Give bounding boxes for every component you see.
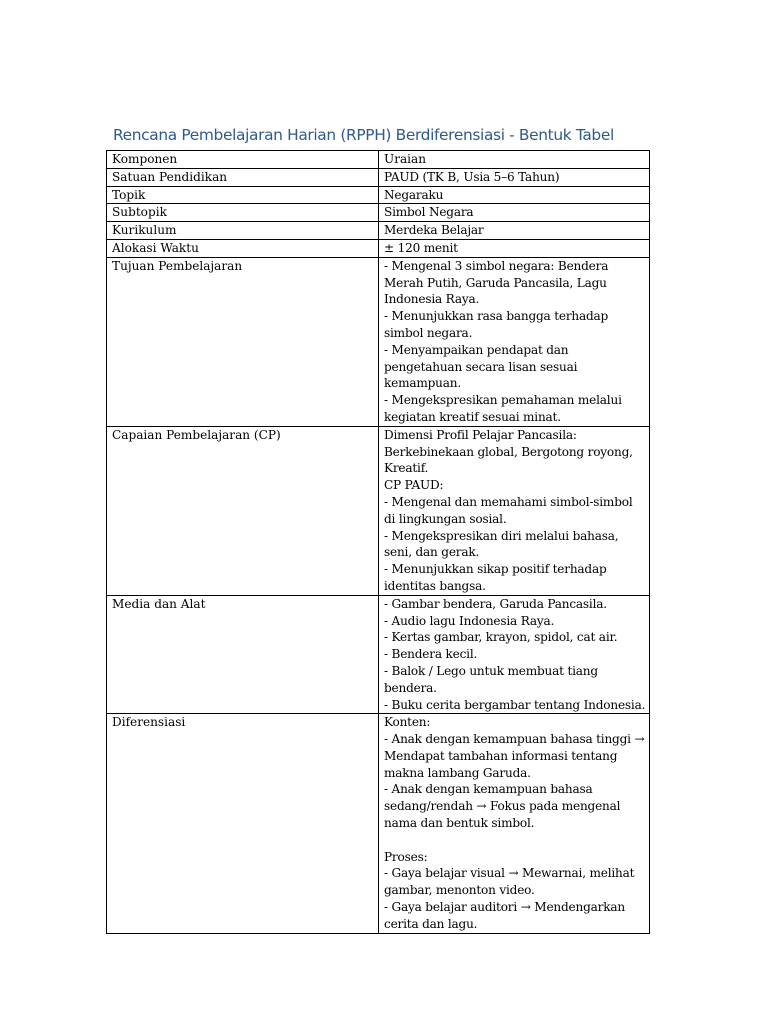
uraian-line: - Mengenal 3 simbol negara: Bendera — [384, 258, 609, 273]
table-body — [107, 151, 650, 934]
uraian-line: Mendapat tambahan informasi tentang — [384, 748, 618, 763]
uraian-cell — [379, 257, 650, 426]
table-row — [107, 186, 650, 204]
table-row — [107, 239, 650, 257]
blank-line — [384, 832, 647, 849]
uraian-cell — [379, 595, 650, 714]
uraian-line: - Menunjukkan sikap positif terhadap — [384, 562, 607, 577]
uraian-line: Merdeka Belajar — [384, 223, 484, 238]
uraian-cell — [379, 168, 650, 186]
uraian-line: - Kertas gambar, krayon, spidol, cat air. — [384, 630, 618, 645]
uraian-line: Simbol Negara — [384, 205, 474, 220]
uraian-line: - Anak dengan kemampuan bahasa tinggi → — [384, 732, 645, 747]
uraian-line: - Menunjukkan rasa bangga terhadap — [384, 309, 609, 324]
table-row — [107, 257, 650, 426]
uraian-line: sedang/rendah → Fokus pada mengenal — [384, 799, 621, 814]
uraian-line: di lingkungan sosial. — [384, 511, 507, 526]
komponen-cell: Kurikulum — [107, 222, 379, 240]
table-row — [107, 426, 650, 595]
rpph-table — [106, 150, 650, 934]
table-row — [107, 204, 650, 222]
komponen-cell: Alokasi Waktu — [107, 239, 379, 257]
uraian-line: - Anak dengan kemampuan bahasa — [384, 782, 593, 797]
uraian-line: Konten: — [384, 715, 431, 730]
document-title: Rencana Pembelajaran Harian (RPPH) Berdiferensiasi - Bentuk Tabel — [113, 126, 614, 144]
uraian-line: kegiatan kreatif sesuai minat. — [384, 409, 561, 424]
komponen-cell: Media dan Alat — [107, 595, 379, 714]
uraian-line: - Buku cerita bergambar tentang Indonesia. — [384, 697, 646, 712]
table-row — [107, 595, 650, 714]
header-komponen: Komponen — [107, 151, 379, 169]
uraian-line: bendera. — [384, 680, 437, 695]
komponen-cell: Diferensiasi — [107, 714, 379, 933]
uraian-line: - Menyampaikan pendapat dan — [384, 342, 569, 357]
uraian-cell — [379, 714, 650, 933]
table-row — [107, 714, 650, 933]
uraian-line: - Gaya belajar auditori → Mendengarkan — [384, 900, 625, 915]
uraian-line: - Gaya belajar visual → Mewarnai, melihat — [384, 866, 635, 881]
uraian-cell — [379, 222, 650, 240]
uraian-line: Kreatif. — [384, 461, 429, 476]
uraian-cell — [379, 204, 650, 222]
uraian-line: pengetahuan secara lisan sesuai — [384, 359, 578, 374]
uraian-line: Proses: — [384, 849, 428, 864]
table-row — [107, 222, 650, 240]
uraian-line: CP PAUD: — [384, 478, 444, 493]
uraian-line: - Audio lagu Indonesia Raya. — [384, 613, 555, 628]
uraian-line: Indonesia Raya. — [384, 292, 480, 307]
uraian-cell — [379, 186, 650, 204]
uraian-line: Negaraku — [384, 187, 444, 202]
uraian-line: nama dan bentuk simbol. — [384, 816, 535, 831]
komponen-cell: Topik — [107, 186, 379, 204]
komponen-cell: Capaian Pembelajaran (CP) — [107, 426, 379, 595]
uraian-line: makna lambang Garuda. — [384, 765, 531, 780]
uraian-line: Merah Putih, Garuda Pancasila, Lagu — [384, 275, 607, 290]
uraian-cell — [379, 426, 650, 595]
uraian-cell — [379, 239, 650, 257]
table-header-row — [107, 151, 650, 169]
uraian-line: gambar, menonton video. — [384, 883, 535, 898]
uraian-line: Dimensi Profil Pelajar Pancasila: — [384, 427, 577, 442]
komponen-cell: Satuan Pendidikan — [107, 168, 379, 186]
header-uraian: Uraian — [379, 151, 650, 169]
uraian-line: - Mengekspresikan diri melalui bahasa, — [384, 528, 619, 543]
uraian-line: Berkebinekaan global, Bergotong royong, — [384, 444, 633, 459]
uraian-line: - Mengekspresikan pemahaman melalui — [384, 393, 622, 408]
table-row — [107, 168, 650, 186]
komponen-cell: Subtopik — [107, 204, 379, 222]
uraian-line: seni, dan gerak. — [384, 545, 480, 560]
uraian-line: - Bendera kecil. — [384, 647, 478, 662]
uraian-line: identitas bangsa. — [384, 578, 486, 593]
uraian-line: kemampuan. — [384, 376, 462, 391]
uraian-line: simbol negara. — [384, 325, 473, 340]
uraian-line: ± 120 menit — [384, 240, 458, 255]
uraian-line: cerita dan lagu. — [384, 916, 478, 931]
komponen-cell: Tujuan Pembelajaran — [107, 257, 379, 426]
uraian-line: - Gambar bendera, Garuda Pancasila. — [384, 596, 607, 611]
uraian-line: - Balok / Lego untuk membuat tiang — [384, 663, 598, 678]
uraian-line: PAUD (TK B, Usia 5–6 Tahun) — [384, 169, 560, 184]
uraian-line: - Mengenal dan memahami simbol-simbol — [384, 494, 633, 509]
